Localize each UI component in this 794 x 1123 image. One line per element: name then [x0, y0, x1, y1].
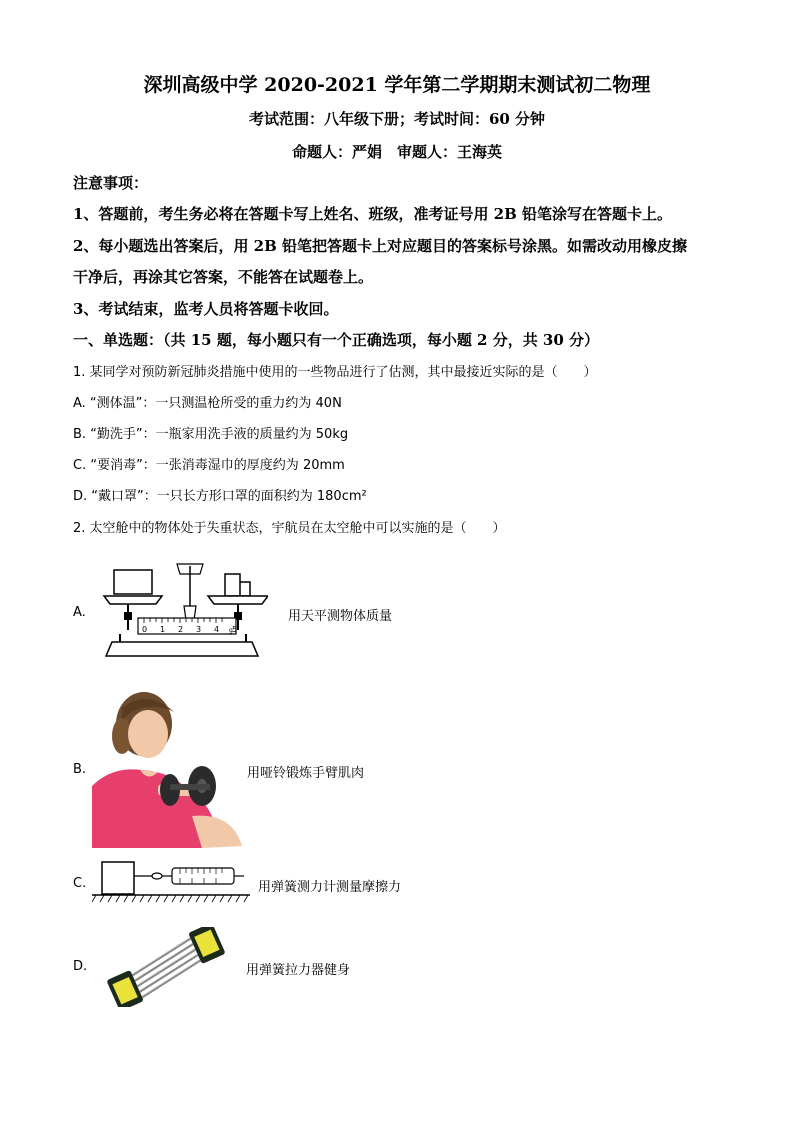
question-2-option-b-letter: B.	[73, 762, 87, 777]
question-2-option-b-text: 用哑铃锻炼手臂肌肉	[247, 766, 365, 781]
notes-item-2-cont: 干净后，再涂其它答案，不能答在试题卷上。	[73, 268, 374, 286]
scale-digit: 5	[232, 625, 238, 634]
dumbbell-exercise-photo	[92, 686, 242, 848]
question-2-option-c-letter: C.	[73, 876, 87, 891]
balance-scale-image	[98, 562, 268, 660]
exam-authors: 命题人：严娟 审题人：王海英	[291, 143, 502, 161]
scale-digit: 2	[178, 625, 184, 634]
question-1-option-d: D. “戴口罩”：一只长方形口罩的面积约为 180cm²	[73, 489, 367, 504]
section-heading: 一、单选题：（共 15 题，每小题只有一个正确选项，每小题 2 分，共 30 分）	[73, 331, 600, 349]
notes-item-2: 2、每小题选出答案后，用 2B 铅笔把答题卡上对应题目的答案标号涂黑。如需改动用橡皮擦	[73, 237, 688, 255]
question-2-option-c-text: 用弹簧测力计测量摩擦力	[258, 880, 402, 895]
question-2-option-d-letter: D.	[73, 959, 88, 974]
scale-unit: g	[229, 627, 233, 634]
scale-digit: 3	[196, 625, 202, 634]
question-1-option-b: B. “勤洗手”：一瓶家用洗手液的质量约为 50kg	[73, 427, 349, 442]
question-1-option-a: A. “测体温”：一只测温枪所受的重力约为 40N	[73, 396, 342, 411]
scale-digit: 0	[142, 625, 148, 634]
scale-digit: 4	[214, 625, 220, 634]
scale-digit: 1	[160, 625, 166, 634]
question-2-option-a-text: 用天平测物体质量	[288, 609, 393, 624]
spring-scale-friction-image	[92, 856, 250, 904]
notes-item-3: 3、考试结束，监考人员将答题卡收回。	[73, 300, 339, 318]
notes-item-1: 1、答题前，考生务必将在答题卡写上姓名、班级，准考证号用 2B 铅笔涂写在答题卡上。	[73, 205, 673, 223]
spring-expander-image	[96, 927, 236, 1007]
exam-scope: 考试范围：八年级下册；考试时间：60 分钟	[248, 110, 546, 128]
question-2-option-a-letter: A.	[73, 605, 86, 620]
question-2-stem: 2. 太空舱中的物体处于失重状态，宇航员在太空舱中可以实施的是（ ）	[73, 521, 506, 536]
question-1-option-c: C. “要消毒”：一张消毒湿巾的厚度约为 20mm	[73, 458, 345, 473]
notes-heading: 注意事项：	[73, 174, 149, 192]
question-1-stem: 1. 某同学对预防新冠肺炎措施中使用的一些物品进行了估测，其中最接近实际的是（ ）	[73, 365, 597, 380]
question-2-option-d-text: 用弹簧拉力器健身	[246, 963, 351, 978]
page-title: 深圳高级中学 2020-2021 学年第二学期期末测试初二物理	[143, 74, 651, 96]
